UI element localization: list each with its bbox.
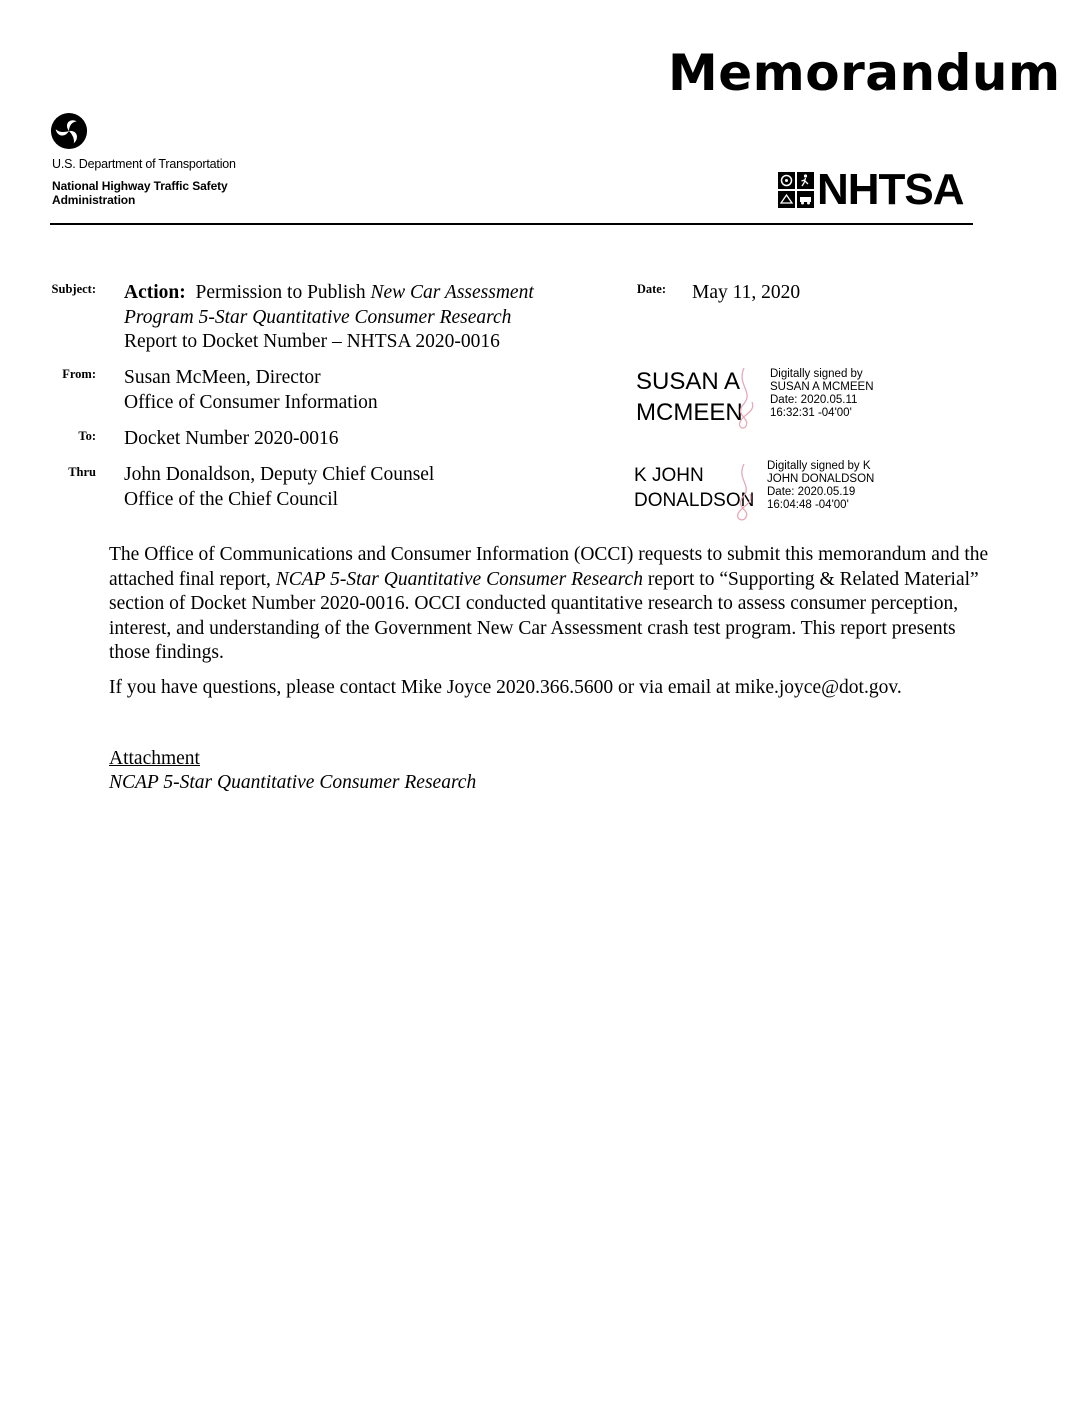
date-value: May 11, 2020 xyxy=(692,282,801,303)
signature-details: Digitally signed by SUSAN A MCMEEN Date: 2020.05.11 16:32:31 -04'00' xyxy=(770,368,874,419)
agency-name-line2: Administration xyxy=(52,193,136,207)
digital-signature-donaldson xyxy=(634,460,904,524)
signature-name: K JOHN DONALDSON xyxy=(634,465,755,511)
signature-details: Digitally signed by K JOHN DONALDSON Date: 2020.05.19 16:04:48 -04'00' xyxy=(767,460,875,511)
department-name: U.S. Department of Transportation xyxy=(52,157,236,171)
signature-name: SUSAN A MCMEEN xyxy=(636,368,743,426)
from-value: Susan McMeen, Director Office of Consumer Information xyxy=(124,367,378,413)
date-label: Date: xyxy=(636,282,666,296)
thru-value: John Donaldson, Deputy Chief Counsel Office of the Chief Council xyxy=(124,464,435,510)
body-paragraph-2: If you have questions, please contact Mike Joyce 2020.366.5600 or via email at mike.joyce@dot.gov. xyxy=(109,677,902,698)
subject-value: Action: Permission to Publish New Car Assessment Program 5-Star Quantitative Consumer Research Report to Docket Number – NHTSA 2020-0016 xyxy=(124,282,534,352)
nhtsa-wordmark: NHTSA xyxy=(817,165,964,214)
memo-title: Memorandum xyxy=(668,44,1061,102)
agency-name-line1: National Highway Traffic Safety xyxy=(52,179,228,193)
header-divider xyxy=(50,223,973,225)
digital-signature-mcmeen xyxy=(636,366,906,430)
body-paragraph-1: The Office of Communications and Consumer Information (OCCI) requests to submit this memorandum and the attached final report, NCAP 5-Star Quantitative Consumer Research report to “Supporting & Related Material” section of Docket Number 2020-0016. OCCI conducted quantitative research to assess consumer perception, interest, and understanding of the Government New Car Assessment crash test program. This report presents those findings. xyxy=(109,544,989,664)
to-label: To: xyxy=(78,429,96,443)
attachment-title: NCAP 5-Star Quantitative Consumer Research xyxy=(109,772,477,793)
from-label: From: xyxy=(62,367,96,381)
subject-label: Subject: xyxy=(51,282,96,296)
to-value: Docket Number 2020-0016 xyxy=(124,428,339,449)
nhtsa-safety-icons xyxy=(778,172,814,208)
subject-action: Action: xyxy=(124,282,186,303)
thru-label: Thru xyxy=(68,465,96,479)
nhtsa-logo xyxy=(778,165,964,214)
attachment-label: Attachment xyxy=(109,748,200,769)
dot-triskelion-logo-icon xyxy=(50,112,88,150)
